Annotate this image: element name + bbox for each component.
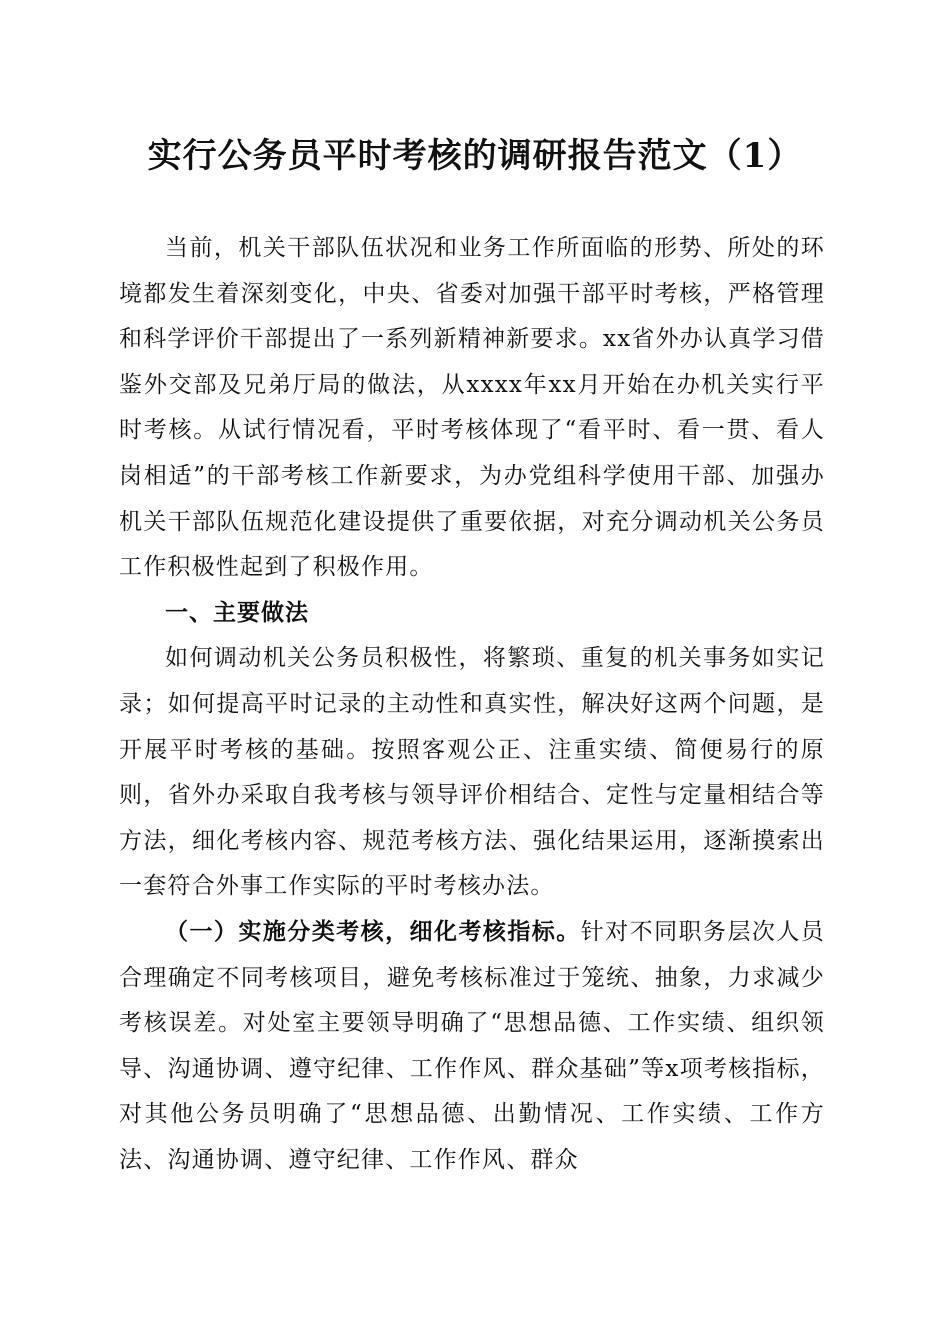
classified-assessment-paragraph	[119, 910, 825, 1184]
subsection-lead-classified-assessment: （一）实施分类考核，细化考核指标。	[165, 918, 581, 945]
intro-paragraph: 当前，机关干部队伍状况和业务工作所面临的形势、所处的环境都发生着深刻变化，中央、省委对加强干部平时考核，严格管理和科学评价干部提出了一系列新精神新要求。xx省外办认真学习借鉴外交部及兄弟厅局的做法，从xxxx年xx月开始在办机关实行平时考核。从试行情况看，平时考核体现了“看平时、看一贯、看人岗相适”的干部考核工作新要求，为办党组科学使用干部、加强办机关干部队伍规范化建设提供了重要依据，对充分调动机关公务员工作积极性起到了积极作用。	[119, 235, 825, 581]
document-body	[119, 226, 825, 1183]
document-title: 实行公务员平时考核的调研报告范文（1）	[147, 136, 803, 176]
section-heading-main-practices: 一、主要做法	[165, 599, 309, 626]
classified-assessment-text: 针对不同职务层次人员合理确定不同考核项目，避免考核标准过于笼统、抽象，力求减少考核误差。对处室主要领导明确了“思想品德、工作实绩、组织领导、沟通协调、遵守纪律、工作作风、群众基础”等x项考核指标，对其他公务员明确了“思想品德、出勤情况、工作实绩、工作方法、沟通协调、遵守纪律、工作作风、群众	[119, 918, 826, 1173]
main-practices-paragraph: 如何调动机关公务员积极性，将繁琐、重复的机关事务如实记录；如何提高平时记录的主动性和真实性，解决好这两个问题，是开展平时考核的基础。按照客观公正、注重实绩、简便易行的原则，省外办采取自我考核与领导评价相结合、定性与定量相结合等方法，细化考核内容、规范考核方法、强化结果运用，逐渐摸索出一套符合外事工作实际的平时考核办法。	[119, 645, 825, 900]
